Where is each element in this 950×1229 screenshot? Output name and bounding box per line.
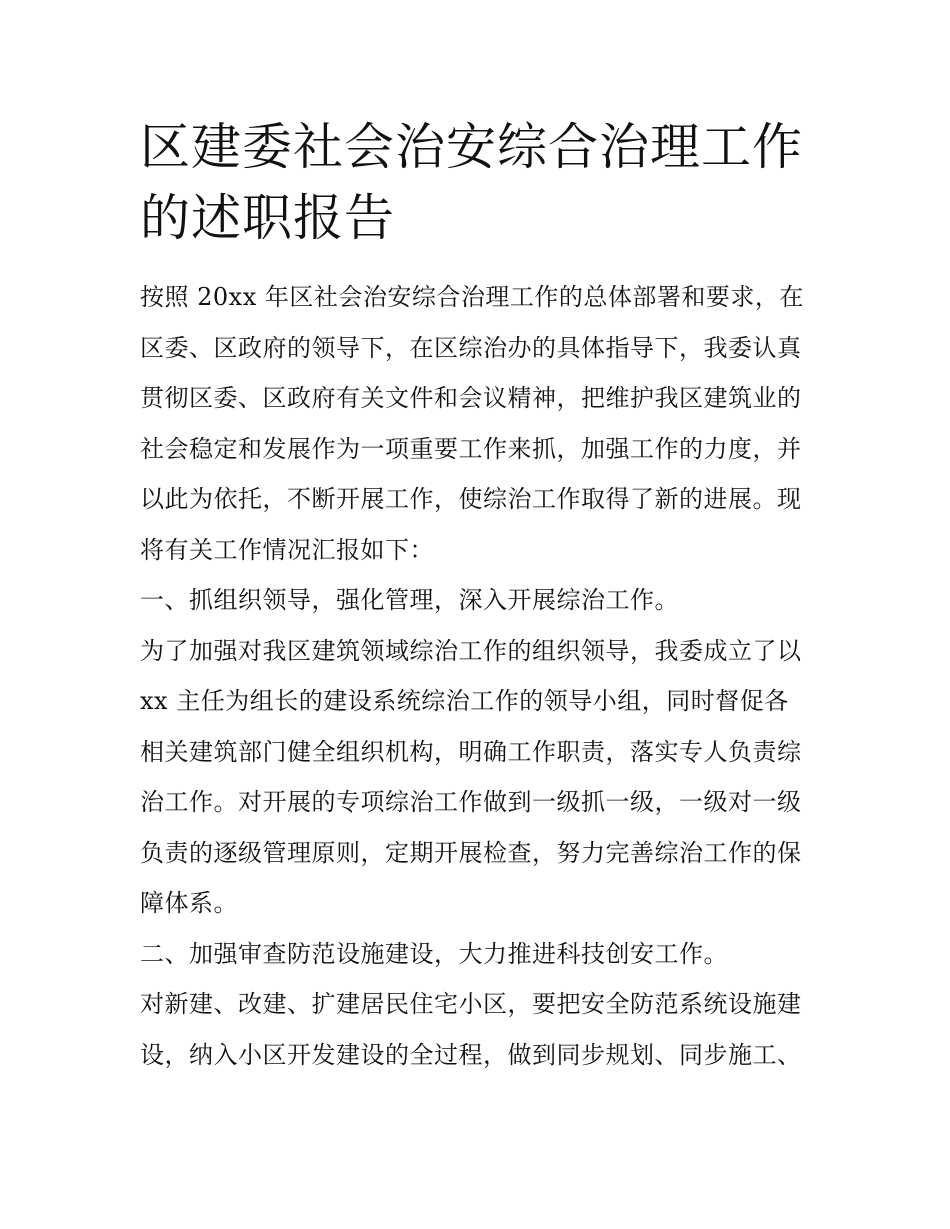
body-line: 设，纳入小区开发建设的全过程，做到同步规划、同步施工、 <box>140 1040 802 1069</box>
body-line: 为了加强对我区建筑领域综治工作的组织领导，我委成立了以 <box>140 636 802 665</box>
body-line: 治工作。对开展的专项综治工作做到一级抓一级，一级对一级 <box>140 788 802 816</box>
document-title <box>140 112 820 254</box>
section-heading: 二、加强审查防范设施建设，大力推进科技创安工作。 <box>140 939 728 968</box>
body-line: 负责的逐级管理原则，定期开展检查，努力完善综治工作的保 <box>140 838 802 867</box>
body-line: 将有关工作情况汇报如下： <box>140 535 434 564</box>
section-heading: 一、抓组织领导，强化管理，深入开展综治工作。 <box>140 586 679 614</box>
body-line: 按照 20xx 年区社会治安综合治理工作的总体部署和要求，在 <box>140 283 804 311</box>
body-line: 相关建筑部门健全组织机构，明确工作职责，落实专人负责综 <box>140 737 802 766</box>
title-line: 的述职报告 <box>140 189 395 247</box>
body-line: 对新建、改建、扩建居民住宅小区，要把安全防范系统设施建 <box>140 990 802 1018</box>
body-line: 以此为依托，不断开展工作，使综治工作取得了新的进展。现 <box>140 485 802 513</box>
title-line: 区建委社会治安综合治理工作 <box>140 118 803 176</box>
body-line: 贯彻区委、区政府有关文件和会议精神，把维护我区建筑业的 <box>140 384 802 412</box>
body-line: 区委、区政府的领导下，在区综治办的具体指导下，我委认真 <box>140 333 802 362</box>
document-page <box>140 112 820 1080</box>
body-line: 障体系。 <box>140 889 238 917</box>
body-line: 社会稳定和发展作为一项重要工作来抓，加强工作的力度，并 <box>140 434 802 463</box>
document-body <box>140 272 820 1080</box>
body-line: xx 主任为组长的建设系统综治工作的领导小组，同时督促各 <box>140 687 789 715</box>
